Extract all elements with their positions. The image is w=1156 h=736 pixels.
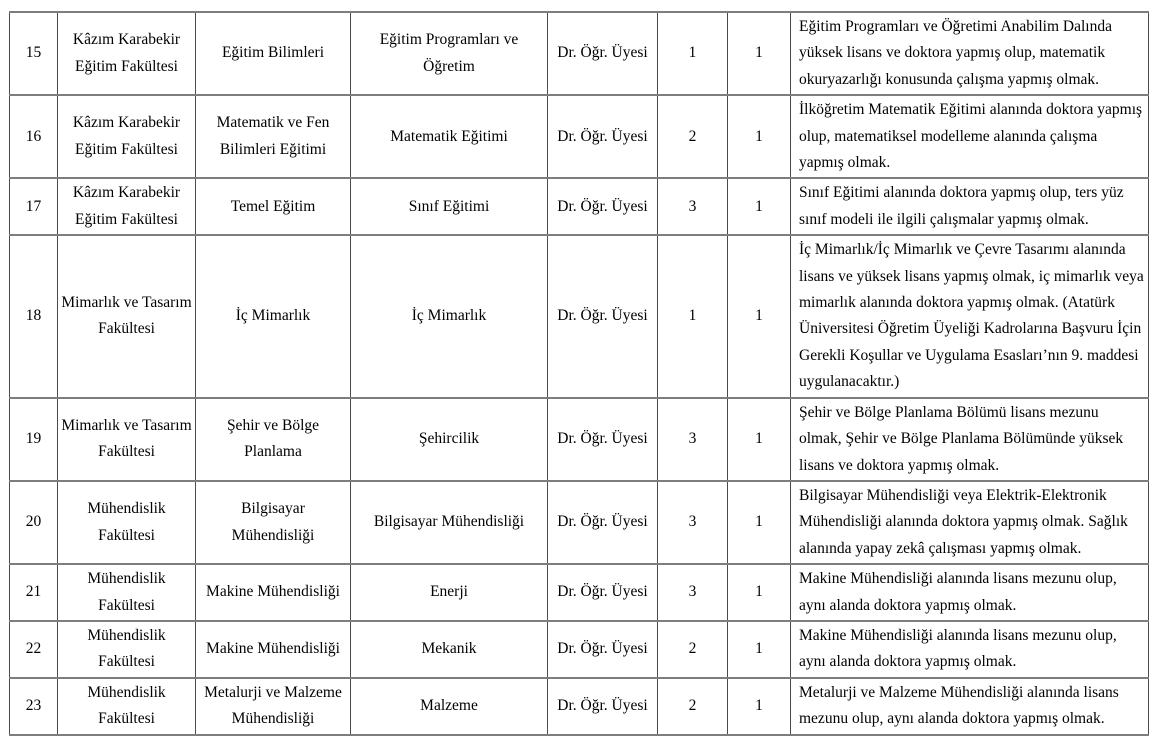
cell-count: 1 xyxy=(728,621,791,678)
table-body xyxy=(10,12,1149,735)
table-row xyxy=(10,564,1149,621)
cell-title: Dr. Öğr. Üyesi xyxy=(548,398,658,481)
table-row xyxy=(10,481,1149,564)
cell-title: Dr. Öğr. Üyesi xyxy=(548,564,658,621)
cell-description: Makine Mühendisliği alanında lisans mezunu olup, aynı alanda doktora yapmış olmak. xyxy=(791,564,1149,621)
cell-program: Malzeme xyxy=(351,678,548,735)
cell-no: 17 xyxy=(10,178,58,235)
cell-description: Eğitim Programları ve Öğretimi Anabilim Dalında yüksek lisans ve doktora yapmış olup, matematik okuryazarlığı konusunda çalışma yapmış olmak. xyxy=(791,12,1149,95)
table-row xyxy=(10,235,1149,397)
cell-grade: 2 xyxy=(658,621,728,678)
cell-program: Enerji xyxy=(351,564,548,621)
cell-department: Makine Mühendisliği xyxy=(196,564,351,621)
cell-no: 15 xyxy=(10,12,58,95)
cell-department: Makine Mühendisliği xyxy=(196,621,351,678)
cell-no: 21 xyxy=(10,564,58,621)
cell-program: Şehircilik xyxy=(351,398,548,481)
cell-no: 20 xyxy=(10,481,58,564)
cell-grade: 1 xyxy=(658,12,728,95)
cell-department: Bilgisayar Mühendisliği xyxy=(196,481,351,564)
cell-description: Metalurji ve Malzeme Mühendisliği alanında lisans mezunu olup, aynı alanda doktora yapmış olmak. xyxy=(791,678,1149,735)
cell-department: Şehir ve Bölge Planlama xyxy=(196,398,351,481)
cell-count: 1 xyxy=(728,678,791,735)
cell-faculty: Mühendislik Fakültesi xyxy=(58,678,196,735)
cell-faculty: Kâzım Karabekir Eğitim Fakültesi xyxy=(58,12,196,95)
cell-grade: 2 xyxy=(658,678,728,735)
cell-count: 1 xyxy=(728,398,791,481)
table-row xyxy=(10,12,1149,95)
cell-department: Eğitim Bilimleri xyxy=(196,12,351,95)
cell-faculty: Mühendislik Fakültesi xyxy=(58,621,196,678)
cell-grade: 1 xyxy=(658,235,728,397)
cell-count: 1 xyxy=(728,95,791,178)
cell-title: Dr. Öğr. Üyesi xyxy=(548,621,658,678)
cell-program: Eğitim Programları ve Öğretim xyxy=(351,12,548,95)
table-row xyxy=(10,621,1149,678)
cell-department: Matematik ve Fen Bilimleri Eğitimi xyxy=(196,95,351,178)
cell-count: 1 xyxy=(728,564,791,621)
cell-no: 23 xyxy=(10,678,58,735)
cell-program: Matematik Eğitimi xyxy=(351,95,548,178)
cell-program: Mekanik xyxy=(351,621,548,678)
cell-grade: 3 xyxy=(658,481,728,564)
table-row xyxy=(10,95,1149,178)
cell-description: Şehir ve Bölge Planlama Bölümü lisans mezunu olmak, Şehir ve Bölge Planlama Bölümünde yüksek lisans ve doktora yapmış olmak. xyxy=(791,398,1149,481)
cell-no: 19 xyxy=(10,398,58,481)
cell-title: Dr. Öğr. Üyesi xyxy=(548,235,658,397)
cell-no: 22 xyxy=(10,621,58,678)
cell-count: 1 xyxy=(728,481,791,564)
cell-department: İç Mimarlık xyxy=(196,235,351,397)
cell-grade: 3 xyxy=(658,398,728,481)
cell-title: Dr. Öğr. Üyesi xyxy=(548,95,658,178)
table-row xyxy=(10,178,1149,235)
cell-faculty: Mimarlık ve Tasarım Fakültesi xyxy=(58,235,196,397)
cell-no: 16 xyxy=(10,95,58,178)
cell-count: 1 xyxy=(728,12,791,95)
cell-faculty: Kâzım Karabekir Eğitim Fakültesi xyxy=(58,178,196,235)
cell-count: 1 xyxy=(728,178,791,235)
cell-no: 18 xyxy=(10,235,58,397)
table-row xyxy=(10,678,1149,735)
cell-description: İç Mimarlık/İç Mimarlık ve Çevre Tasarımı alanında lisans ve yüksek lisans yapmış olmak, iç mimarlık veya mimarlık alanında doktora yapmış olmak. (Atatürk Üniversitesi Öğretim Üyeliği Kadrolarına Başvuru İçin Gerekli Koşullar ve Uygulama Esasları’nın 9. maddesi uygulanacaktır.) xyxy=(791,235,1149,397)
faculty-positions-table xyxy=(9,11,1149,736)
cell-faculty: Kâzım Karabekir Eğitim Fakültesi xyxy=(58,95,196,178)
cell-description: Bilgisayar Mühendisliği veya Elektrik-Elektronik Mühendisliği alanında doktora yapmış olmak. Sağlık alanında yapay zekâ çalışması yapmış olmak. xyxy=(791,481,1149,564)
cell-title: Dr. Öğr. Üyesi xyxy=(548,178,658,235)
cell-count: 1 xyxy=(728,235,791,397)
cell-program: Bilgisayar Mühendisliği xyxy=(351,481,548,564)
cell-title: Dr. Öğr. Üyesi xyxy=(548,678,658,735)
cell-program: Sınıf Eğitimi xyxy=(351,178,548,235)
cell-title: Dr. Öğr. Üyesi xyxy=(548,12,658,95)
cell-faculty: Mühendislik Fakültesi xyxy=(58,564,196,621)
cell-faculty: Mühendislik Fakültesi xyxy=(58,481,196,564)
cell-grade: 3 xyxy=(658,564,728,621)
cell-program: İç Mimarlık xyxy=(351,235,548,397)
cell-description: İlköğretim Matematik Eğitimi alanında doktora yapmış olup, matematiksel modelleme alanında çalışma yapmış olmak. xyxy=(791,95,1149,178)
cell-title: Dr. Öğr. Üyesi xyxy=(548,481,658,564)
cell-grade: 2 xyxy=(658,95,728,178)
cell-department: Temel Eğitim xyxy=(196,178,351,235)
table-row xyxy=(10,398,1149,481)
cell-grade: 3 xyxy=(658,178,728,235)
cell-description: Makine Mühendisliği alanında lisans mezunu olup, aynı alanda doktora yapmış olmak. xyxy=(791,621,1149,678)
cell-department: Metalurji ve Malzeme Mühendisliği xyxy=(196,678,351,735)
cell-description: Sınıf Eğitimi alanında doktora yapmış olup, ters yüz sınıf modeli ile ilgili çalışmalar yapmış olmak. xyxy=(791,178,1149,235)
cell-faculty: Mimarlık ve Tasarım Fakültesi xyxy=(58,398,196,481)
